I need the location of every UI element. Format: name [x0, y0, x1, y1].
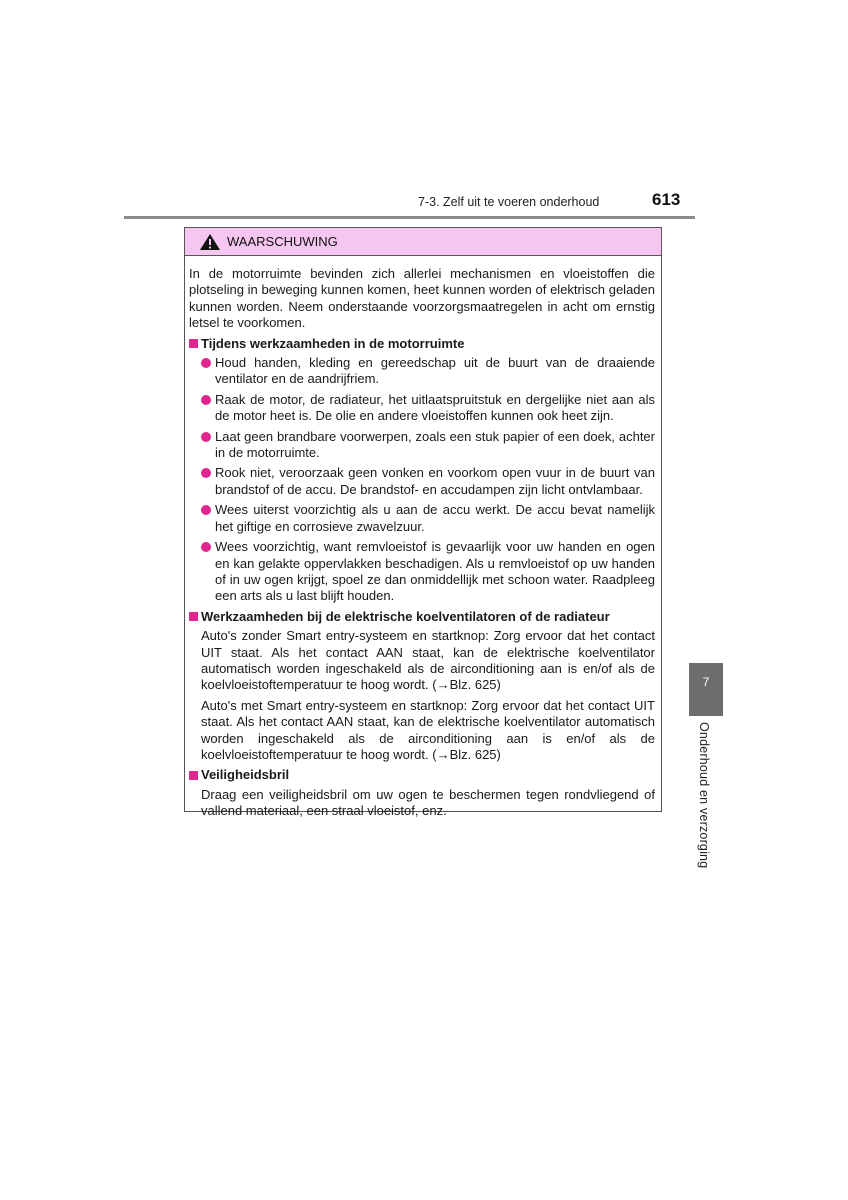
- warning-triangle-icon: [199, 233, 221, 251]
- circle-bullet-icon: [201, 395, 211, 405]
- section-heading-engine-bay: [189, 336, 655, 352]
- paragraph: Draag een veiligheidsbril om uw ogen te beschermen tegen rondvliegend of vallend materiaal, een straal vloeistof, enz.: [201, 786, 655, 819]
- section-heading-text: Tijdens werkzaamheden in de motorruimte: [201, 335, 465, 351]
- square-bullet-icon: [189, 339, 198, 348]
- page-number: 613: [652, 190, 681, 209]
- square-bullet-icon: [189, 771, 198, 780]
- warning-body: [185, 256, 661, 820]
- section-title: 7-3. Zelf uit te voeren onderhoud: [418, 195, 600, 209]
- chapter-number: 7: [702, 675, 710, 689]
- list-item: [201, 539, 655, 605]
- list-item: [201, 502, 655, 535]
- list-item-text: Rook niet, veroorzaak geen vonken en voorkom open vuur in de buurt van brandstof of de accu. De brandstof- en accudampen zijn licht ontvlambaar.: [215, 465, 655, 497]
- circle-bullet-icon: [201, 542, 211, 552]
- list-item-text: Wees voorzichtig, want remvloeistof is gevaarlijk voor uw handen en ogen en kan gelakte oppervlakken beschadigen. Als u remvloeistof op uw handen of in uw ogen krijgt, spoel ze dan onmiddellijk met schoon water. Raadpleeg een arts als u last blijft houden.: [215, 539, 655, 604]
- header-rule: [124, 216, 695, 219]
- paragraph: Auto's zonder Smart entry-systeem en startknop: Zorg ervoor dat het contact UIT staat. Als het contact AAN staat, kan de elektrische koelventilator automatisch worden ingeschakeld als de airconditioning aan is en/of als de koelvloeistoftemperatuur te hoog wordt. (→Blz. 625): [201, 628, 655, 693]
- warning-header: [185, 228, 661, 256]
- list-item-text: Wees uiterst voorzichtig als u aan de accu werkt. De accu bevat namelijk het giftige en corrosieve zwavelzuur.: [215, 502, 655, 534]
- chapter-tab: [689, 663, 723, 716]
- list-item-text: Laat geen brandbare voorwerpen, zoals een stuk papier of een doek, achter in de motorruimte.: [215, 428, 655, 461]
- section-heading-text: Werkzaamheden bij de elektrische koelventilatoren of de radiateur: [201, 608, 610, 624]
- section-heading-text: Veiligheidsbril: [201, 767, 290, 783]
- paragraph: Auto's met Smart entry-systeem en startknop: Zorg ervoor dat het contact UIT staat. Als het contact AAN staat, kan de elektrische koelventilator automatisch worden ingeschakeld als de airconditioning aan is en/of als de koelvloeistoftemperatuur te hoog wordt. (→Blz. 625): [201, 697, 655, 762]
- section-heading-safety-glasses: [189, 767, 655, 783]
- warning-box: [184, 227, 662, 819]
- list-item: [201, 392, 655, 425]
- circle-bullet-icon: [201, 358, 211, 368]
- circle-bullet-icon: [201, 505, 211, 515]
- circle-bullet-icon: [201, 468, 211, 478]
- list-item: [201, 465, 655, 498]
- list-item: [201, 429, 655, 462]
- square-bullet-icon: [189, 612, 198, 621]
- list-item-text: Houd handen, kleding en gereedschap uit de buurt van de draaiende ventilator en de aandrijfriem.: [215, 355, 655, 387]
- warning-title: WAARSCHUWING: [227, 234, 338, 249]
- section-heading-cooling-fans: [189, 609, 655, 625]
- circle-bullet-icon: [201, 432, 211, 442]
- warning-intro: In de motorruimte bevinden zich allerlei mechanismen en vloeistoffen die plotseling in beweging kunnen komen, heet kunnen worden of elektrisch geladen kunnen worden. Neem onderstaande voorzorgsmaatregelen in acht om ernstig letsel te voorkomen.: [189, 266, 655, 331]
- chapter-label: Onderhoud en verzorging: [697, 722, 711, 869]
- list-item: [201, 355, 655, 388]
- list-item-text: Raak de motor, de radiateur, het uitlaatspruitstuk en dergelijke niet aan als de motor heet is. De olie en andere vloeistoffen kunnen ook heet zijn.: [215, 391, 655, 424]
